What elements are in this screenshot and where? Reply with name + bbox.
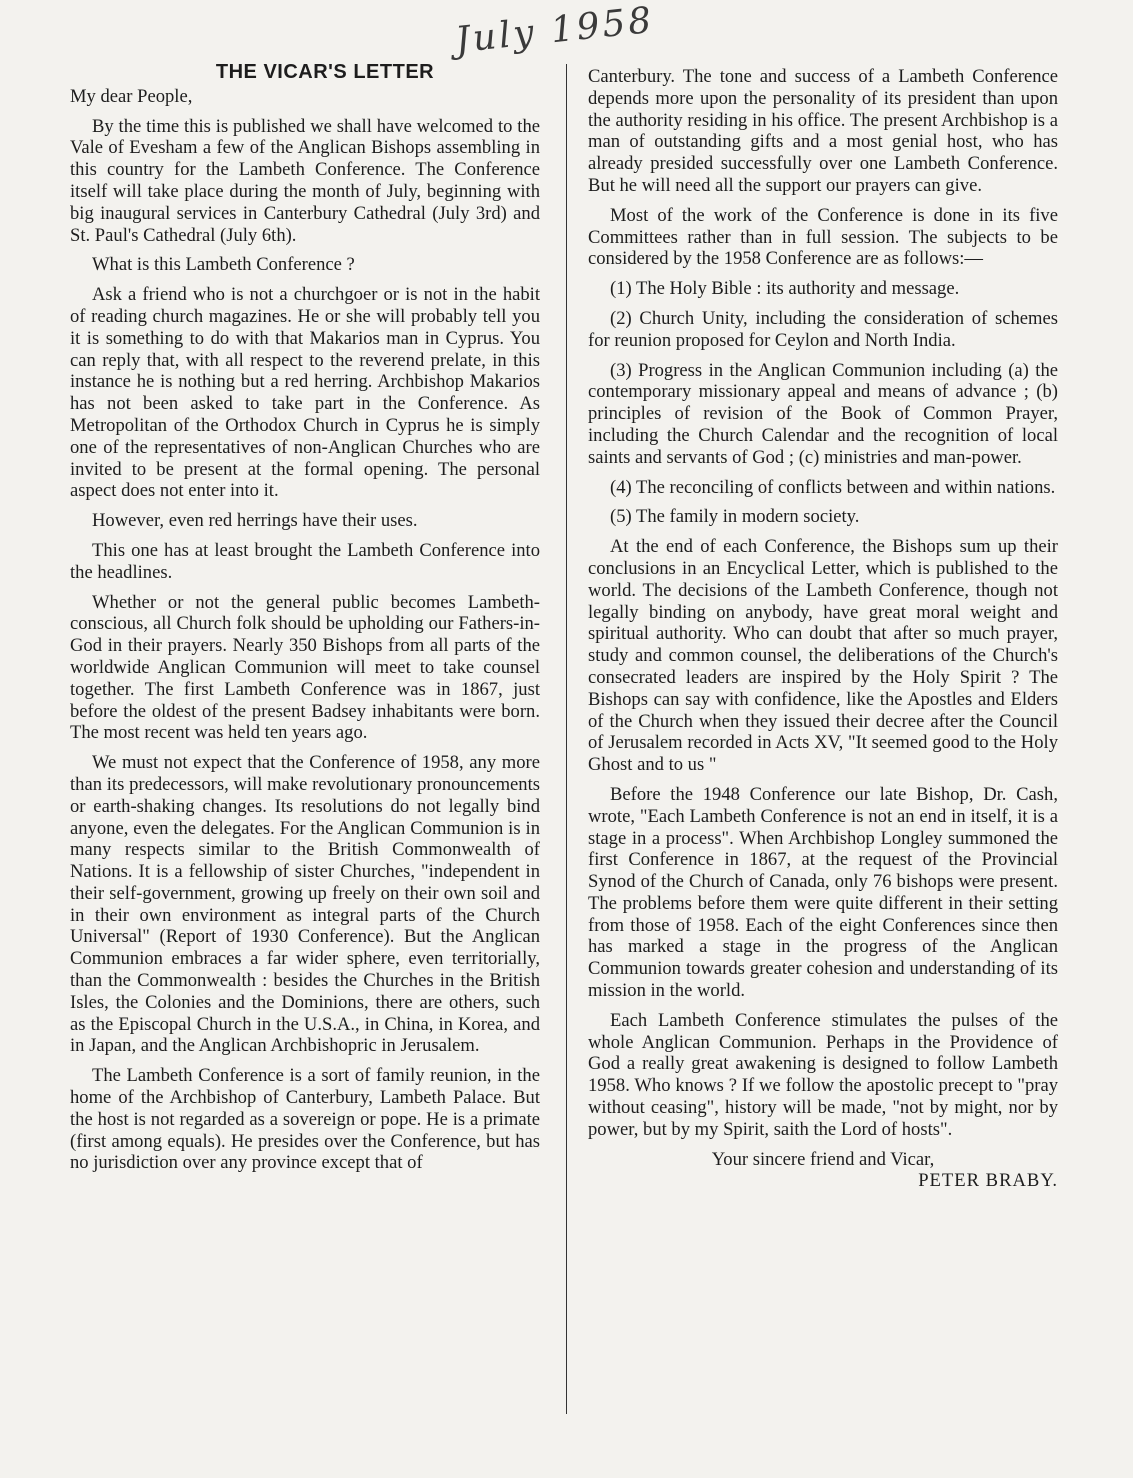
closing-line: Your sincere friend and Vicar, bbox=[711, 1148, 935, 1170]
signature: PETER BRABY. bbox=[918, 1170, 1058, 1192]
right-column bbox=[588, 66, 1058, 1192]
paragraph: At the end of each Conference, the Bishops sum up their conclusions in an Encyclical Letter, which is published to the world. The decisions of the Lambeth Conference, though not legally binding on anybody, have great moral weight and spiritual authority. Who can doubt that after so much prayer, study and common counsel, the deliberations of the Church's consecrated leaders are inspired by the Holy Spirit ? The Bishops can say with confidence, like the Apostles and Elders of the Church when they issued their decree after the Council of Jerusalem recorded in Acts XV, "It seemed good to the Holy Ghost and to us " bbox=[588, 536, 1058, 776]
column-divider bbox=[566, 64, 567, 1414]
paragraph: However, even red herrings have their uses. bbox=[92, 510, 418, 532]
salutation: My dear People, bbox=[70, 85, 193, 107]
paragraph: Canterbury. The tone and success of a Lambeth Conference depends more upon the personality of its president than upon the authority residing in his office. The present Archbishop is a man of outstanding gifts and a most genial host, who has already presided successfully over one Lambeth Conference. But he will need all the support our prayers can give. bbox=[588, 66, 1058, 196]
left-column-body bbox=[70, 116, 540, 1175]
paragraph: (2) Church Unity, including the consideration of schemes for reunion proposed for Ceylon and North India. bbox=[588, 307, 1058, 351]
paragraph: (1) The Holy Bible : its authority and message. bbox=[610, 278, 960, 300]
right-column-body bbox=[588, 205, 1058, 1141]
paragraph: Whether or not the general public becomes Lambeth-conscious, all Church folk should be upholding our Fathers-in-God in their prayers. Nearly 350 Bishops from all parts of the worldwide Anglican Communion will meet to take counsel together. The first Lambeth Conference was in 1867, just before the oldest of the present Badsey inhabitants were born. The most recent was held ten years ago. bbox=[70, 591, 540, 744]
paragraph: Each Lambeth Conference stimulates the pulses of the whole Anglican Communion. Perhaps in the Providence of God a really great awakening is designed to follow Lambeth 1958. Who knows ? If we follow the apostolic precept to "pray without ceasing", history will be made, "not by might, nor by power, but by my Spirit, saith the Lord of hosts". bbox=[588, 1009, 1058, 1140]
paragraph: What is this Lambeth Conference ? bbox=[92, 254, 355, 276]
paragraph: The Lambeth Conference is a sort of family reunion, in the home of the Archbishop of Canterbury, Lambeth Palace. But the host is not regarded as a sovereign or pope. He is a primate (first among equals). He presides over the Conference, but has no jurisdiction over any province except that of bbox=[70, 1065, 540, 1174]
left-column bbox=[70, 62, 540, 1182]
paragraph: This one has at least brought the Lambeth Conference into the headlines. bbox=[70, 539, 540, 583]
paragraph: (4) The reconciling of conflicts between and within nations. bbox=[610, 476, 1056, 498]
handwritten-date-annotation: July 1958 bbox=[453, 0, 657, 62]
paragraph: Most of the work of the Conference is done in its five Committees rather than in full session. The subjects to be considered by the 1958 Conference are as follows:— bbox=[588, 204, 1058, 270]
paragraph: Before the 1948 Conference our late Bishop, Dr. Cash, wrote, "Each Lambeth Conference is not an end in itself, it is a stage in a process". When Archbishop Longley summoned the first Conference in 1867, at the request of the Provincial Synod of the Church of Canada, only 76 bishops were present. The problems before them were quite different in their setting from those of 1958. Each of the eight Conferences since then has marked a stage in the progress of the Anglican Communion towards greater cohesion and understanding of its mission in the world. bbox=[588, 783, 1058, 1002]
paragraph: (5) The family in modern society. bbox=[610, 506, 860, 528]
paragraph: We must not expect that the Conference of 1958, any more than its predecessors, will make revolutionary pronouncements or earth-shaking changes. Its resolutions do not legally bind anyone, even the delegates. For the Anglican Communion is in many respects similar to the British Commonwealth of Nations. It is a fellowship of sister Churches, "independent in their self-government, growing up freely on their own soil and in their own environment as integral parts of the Church Universal" (Report of 1930 Conference). But the Anglican Communion embraces a far wider sphere, even territorially, than the Commonwealth : besides the Churches in the British Isles, the Colonies and the Dominions, there are others, such as the Episcopal Church in the U.S.A., in China, in Korea, and in Japan, and the Anglican Archbishopric in Jerusalem. bbox=[70, 752, 540, 1057]
letter-heading: THE VICAR'S LETTER bbox=[215, 61, 435, 83]
paragraph: By the time this is published we shall have welcomed to the Vale of Evesham a few of the Anglican Bishops assembling in this country for the Lambeth Conference. The Conference itself will take place during the month of July, beginning with big inaugural services in Canterbury Cathedral (July 3rd) and St. Paul's Cathedral (July 6th). bbox=[70, 115, 540, 246]
paragraph: Ask a friend who is not a churchgoer or is not in the habit of reading church magazines. He or she will probably tell you it is something to do with that Makarios man in Cyprus. You can reply that, with all respect to the reverend prelate, in this instance he is nothing but a red herring. Archbishop Makarios has not been asked to take part in the Conference. As Metropolitan of the Orthodox Church in Cyprus he is simply one of the representatives of non-Anglican Churches who are invited to be present at the formal opening. The personal aspect does not enter into it. bbox=[70, 284, 540, 502]
paragraph: (3) Progress in the Anglican Communion including (a) the contemporary missionary appeal and means of advance ; (b) principles of revision of the Book of Common Prayer, including the Church Calendar and the recognition of local saints and servants of God ; (c) ministries and man-power. bbox=[588, 359, 1058, 468]
